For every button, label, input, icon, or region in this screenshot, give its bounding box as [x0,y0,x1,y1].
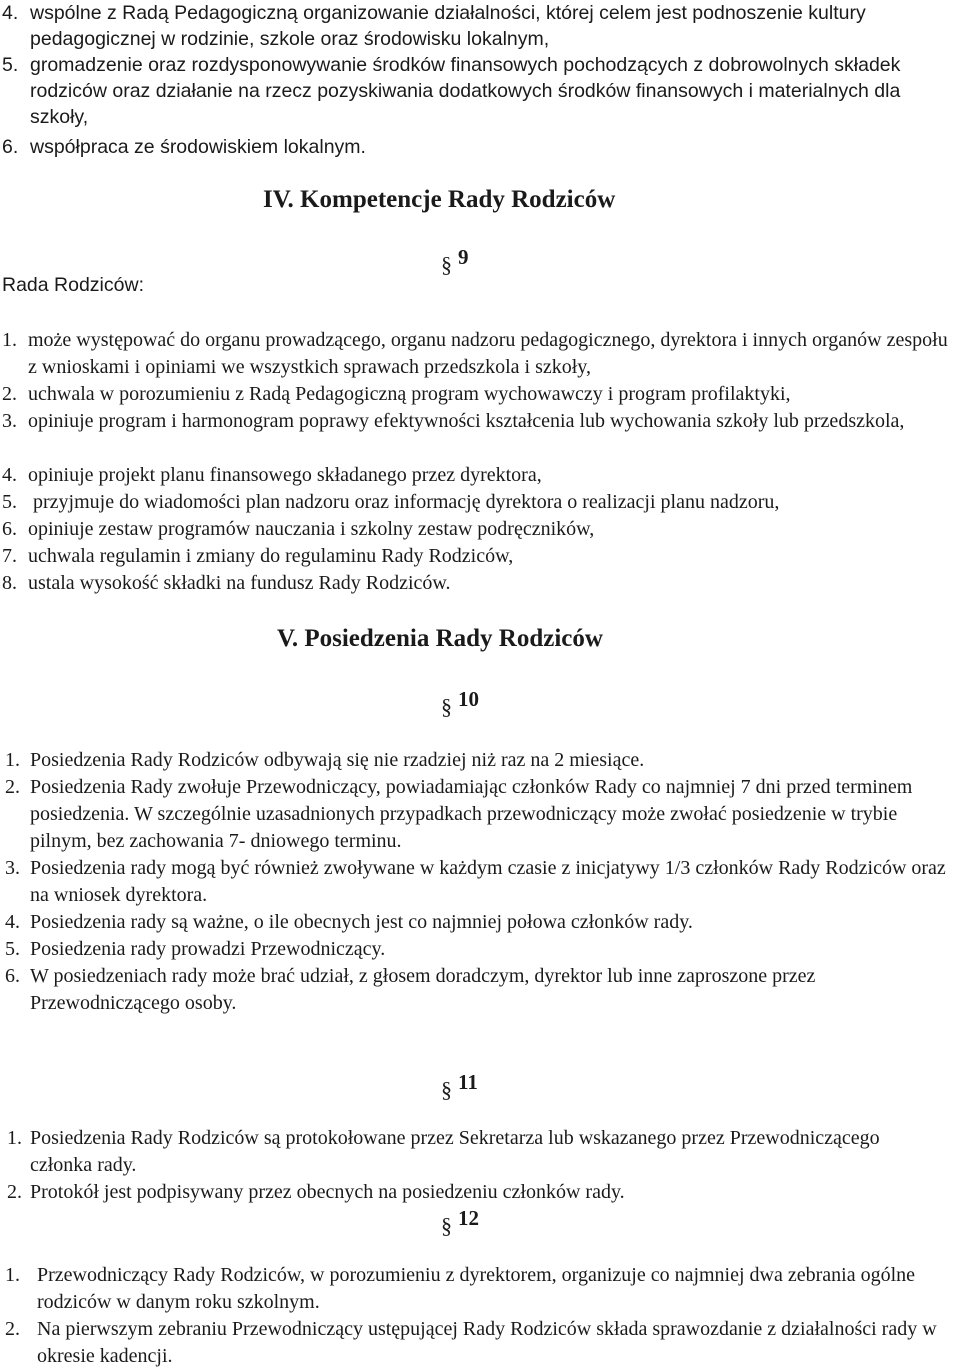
list-item-text: gromadzenie oraz rozdysponowywanie środków finansowych pochodzących z dobrowolnych składek rodziców oraz działanie na rzecz pozyskiwania dodatkowych środków finansowych i materialnych dla szkoły, [30,54,901,128]
list-item-text: Posiedzenia rady prowadzi Przewodniczący. [30,938,386,960]
list-number: 2. [2,383,17,405]
list-number: 2. [5,776,20,798]
list-item-text: Przewodniczący Rady Rodziców, w porozumieniu z dyrektorem, organizuje co najmniej dwa zebrania ogólne rodziców w danym roku szkolnym. [37,1264,916,1313]
paragraph-value: 12 [458,1206,479,1230]
list-number: 8. [2,572,17,594]
section-sign: § [441,1077,452,1102]
section-heading: V. Posiedzenia Rady Rodziców [277,625,603,652]
list-item-text: współpraca ze środowiskiem lokalnym. [30,136,366,158]
list-item-text: W posiedzeniach rady może brać udział, z głosem doradczym, dyrektor lub inne zaproszone przez Przewodniczącego osoby. [30,965,816,1014]
list-item-text: uchwala regulamin i zmiany do regulaminu Rady Rodziców, [28,545,514,567]
list-item-text: opiniuje zestaw programów nauczania i szkolny zestaw podręczników, [28,518,595,540]
list-item-text: może występować do organu prowadzącego, organu nadzoru pedagogicznego, dyrektora i innych organów zespołu z wnioskami i opiniami we wszystkich sprawach przedszkola i szkoły, [28,329,948,378]
list-item-text: opiniuje program i harmonogram poprawy efektywności kształcenia lub wychowania szkoły lub przedszkola, [28,410,905,432]
list-item-text: wspólne z Radą Pedagogiczną organizowanie działalności, której celem jest podnoszenie kultury pedagogicznej w rodzinie, szkole oraz środowisku lokalnym, [30,2,866,50]
list-number: 3. [2,410,17,432]
list-item-text: opiniuje projekt planu finansowego składanego przez dyrektora, [28,464,542,486]
section-sign: § [441,252,452,277]
intro-label: Rada Rodziców: [2,274,144,296]
list-number: 1. [7,1127,22,1149]
list-number: 5. [2,491,17,513]
section-sign: § [441,694,452,719]
list-number: 6. [2,518,17,540]
list-item-text: Posiedzenia rady mogą być również zwoływane w każdym czasie z inicjatywy 1/3 członków Rady Rodziców oraz na wniosek dyrektora. [30,857,946,906]
list-item-text: ustala wysokość składki na fundusz Rady Rodziców. [28,572,451,594]
paragraph-value: 11 [458,1070,478,1094]
paragraph-number [441,1205,479,1238]
paragraph-number [441,686,479,719]
list-number: 1. [5,749,20,771]
list-number: 2. [7,1181,22,1203]
list-number: 2. [5,1318,20,1340]
paragraph-number [441,1069,478,1102]
list-item-text: przyjmuje do wiadomości plan nadzoru oraz informację dyrektora o realizacji planu nadzoru, [33,491,780,513]
list-item-text: Posiedzenia Rady Rodziców odbywają się nie rzadziej niż raz na 2 miesiące. [30,749,645,771]
section-heading: IV. Kompetencje Rady Rodziców [263,186,616,213]
list-number: 4. [5,911,20,933]
list-item-text: Protokół jest podpisywany przez obecnych na posiedzeniu członków rady. [30,1181,625,1203]
list-number: 4. [2,2,19,24]
list-item-text: Na pierwszym zebraniu Przewodniczący ustępującej Rady Rodziców składa sprawozdanie z działalności rady w okresie kadencji. [37,1318,937,1367]
list-number: 5. [2,54,19,76]
paragraph-number [441,244,469,277]
paragraph-value: 9 [458,245,469,269]
list-number: 3. [5,857,20,879]
list-number: 1. [2,329,17,351]
list-item-text: Posiedzenia Rady zwołuje Przewodniczący, powiadamiając członków Rady co najmniej 7 dni przed terminem posiedzenia. W szczególnie uzasadnionych przypadkach przewodniczący może zwołać posiedzenie w trybie pilnym, bez zachowania 7- dniowego terminu. [30,776,913,852]
list-number: 6. [5,965,20,987]
list-item-text: Posiedzenia Rady Rodziców są protokołowane przez Sekretarza lub wskazanego przez Przewodniczącego członka rady. [30,1127,880,1176]
list-number: 7. [2,545,17,567]
list-item-text: uchwala w porozumieniu z Radą Pedagogiczną program wychowawczy i program profilaktyki, [28,383,791,405]
list-number: 4. [2,464,17,486]
list-number: 5. [5,938,20,960]
list-number: 6. [2,136,19,158]
paragraph-value: 10 [458,687,479,711]
list-item-text: Posiedzenia rady są ważne, o ile obecnych jest co najmniej połowa członków rady. [30,911,693,933]
list-number: 1. [5,1264,20,1286]
section-sign: § [441,1213,452,1238]
